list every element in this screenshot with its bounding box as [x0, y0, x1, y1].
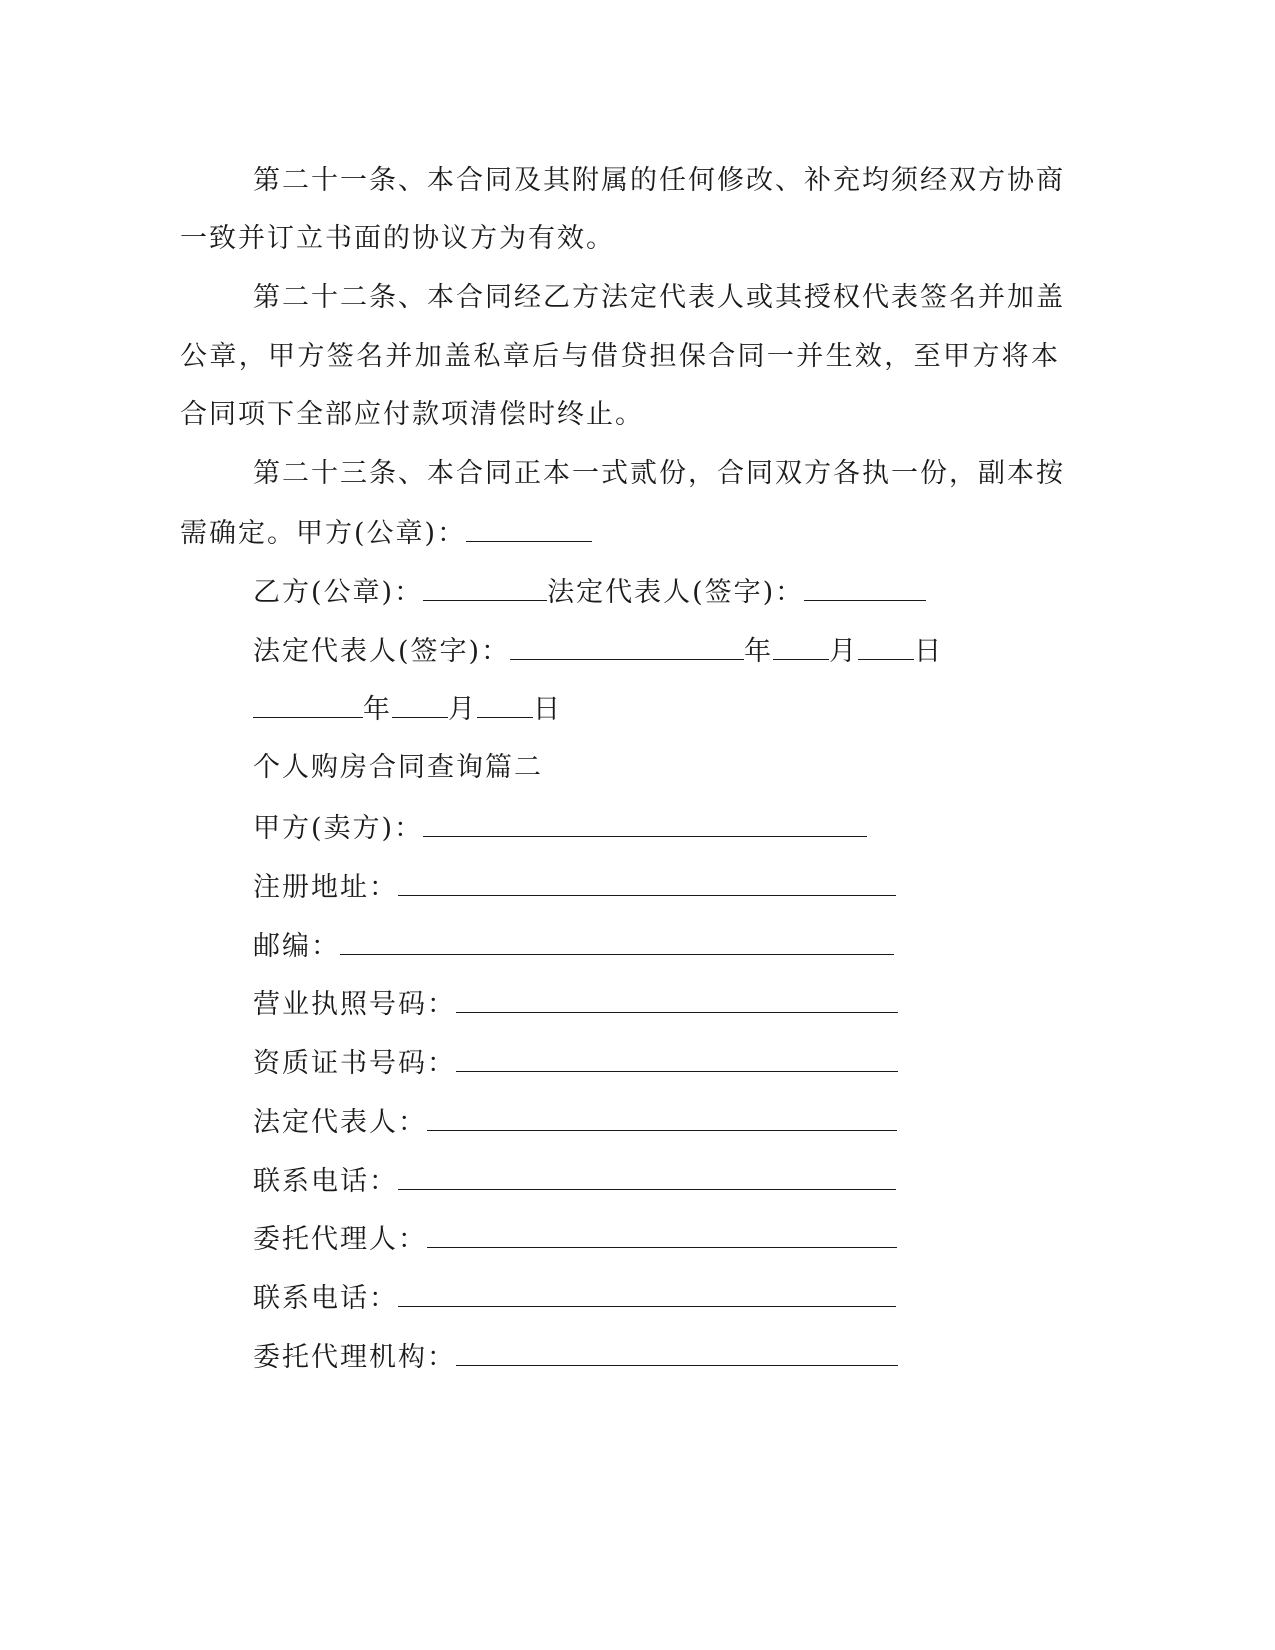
- form-blank-business-license[interactable]: [456, 986, 898, 1013]
- article-21-line-1: 第二十一条、本合同及其附属的任何修改、补充均须经双方协商: [253, 165, 1065, 196]
- form-label-business-license: 营业执照号码：: [253, 989, 456, 1020]
- form-row-business-license: [253, 986, 1060, 1023]
- party-b-row: [253, 574, 1060, 611]
- party-a-seal-label: 需确定。甲方(公章)：: [180, 518, 467, 549]
- section-title: 个人购房合同查询篇二: [253, 752, 543, 783]
- form-row-phone-1: [253, 1163, 1060, 1200]
- form-label-agent: 委托代理人：: [253, 1224, 427, 1255]
- party-b-seal-label: 乙方(公章)：: [253, 577, 424, 608]
- year-label-2: 年: [363, 694, 392, 725]
- month-label: 月: [829, 636, 859, 667]
- article-22-line-2: 公章，甲方签名并加盖私章后与借贷担保合同一并生效，至甲方将本: [180, 341, 1060, 372]
- article-23-line-1: 第二十三条、本合同正本一式贰份，合同双方各执一份，副本按: [253, 458, 1065, 489]
- form-blank-postcode[interactable]: [340, 928, 894, 955]
- month-label-2: 月: [448, 694, 477, 725]
- form-label-phone-2: 联系电话：: [253, 1283, 398, 1314]
- article-21-line-2: 一致并订立书面的协议方为有效。: [180, 223, 615, 254]
- day-label: 日: [914, 636, 944, 667]
- year-blank-2[interactable]: [253, 691, 363, 718]
- legal-rep-sign-label-1: 法定代表人(签字)：: [547, 577, 805, 608]
- form-row-postcode: [253, 928, 1060, 965]
- year-label: 年: [744, 636, 774, 667]
- form-row-address: [253, 869, 1060, 906]
- form-label-address: 注册地址：: [253, 872, 398, 903]
- party-a-seal-blank[interactable]: [466, 515, 592, 542]
- day-blank-2[interactable]: [477, 691, 533, 718]
- form-blank-legal-rep[interactable]: [427, 1104, 897, 1131]
- party-b-seal-blank[interactable]: [423, 574, 547, 601]
- form-blank-phone-1[interactable]: [398, 1163, 896, 1190]
- form-row-phone-2: [253, 1280, 1060, 1317]
- form-label-agency: 委托代理机构：: [253, 1342, 456, 1373]
- month-blank[interactable]: [773, 633, 829, 660]
- form-row-agent: [253, 1221, 1060, 1258]
- form-blank-seller[interactable]: [423, 810, 867, 837]
- form-blank-address[interactable]: [398, 869, 896, 896]
- form-label-legal-rep: 法定代表人：: [253, 1107, 427, 1138]
- form-row-qualification: [253, 1045, 1060, 1082]
- legal-rep-sign-blank-2[interactable]: [510, 633, 744, 660]
- article-23-line-2: [180, 515, 1060, 552]
- form-label-qualification: 资质证书号码：: [253, 1048, 456, 1079]
- article-22-line-1: 第二十二条、本合同经乙方法定代表人或其授权代表签名并加盖: [253, 282, 1065, 313]
- date-row: [253, 691, 1060, 728]
- form-blank-qualification[interactable]: [456, 1045, 898, 1072]
- form-label-seller: 甲方(卖方)：: [253, 813, 424, 844]
- form-row-agency: [253, 1339, 1060, 1376]
- form-label-postcode: 邮编：: [253, 931, 340, 962]
- article-22-line-3: 合同项下全部应付款项清偿时终止。: [180, 399, 644, 430]
- legal-rep-sign-label-2: 法定代表人(签字)：: [253, 636, 511, 667]
- legal-rep-row: [253, 633, 1060, 670]
- form-blank-agent[interactable]: [427, 1221, 897, 1248]
- form-row-seller: [253, 810, 1060, 847]
- day-blank[interactable]: [858, 633, 914, 660]
- month-blank-2[interactable]: [392, 691, 448, 718]
- form-row-legal-rep: [253, 1104, 1060, 1141]
- day-label-2: 日: [533, 694, 562, 725]
- form-blank-phone-2[interactable]: [398, 1280, 896, 1307]
- form-label-phone-1: 联系电话：: [253, 1166, 398, 1197]
- legal-rep-sign-blank-1[interactable]: [804, 574, 926, 601]
- form-blank-agency[interactable]: [456, 1339, 898, 1366]
